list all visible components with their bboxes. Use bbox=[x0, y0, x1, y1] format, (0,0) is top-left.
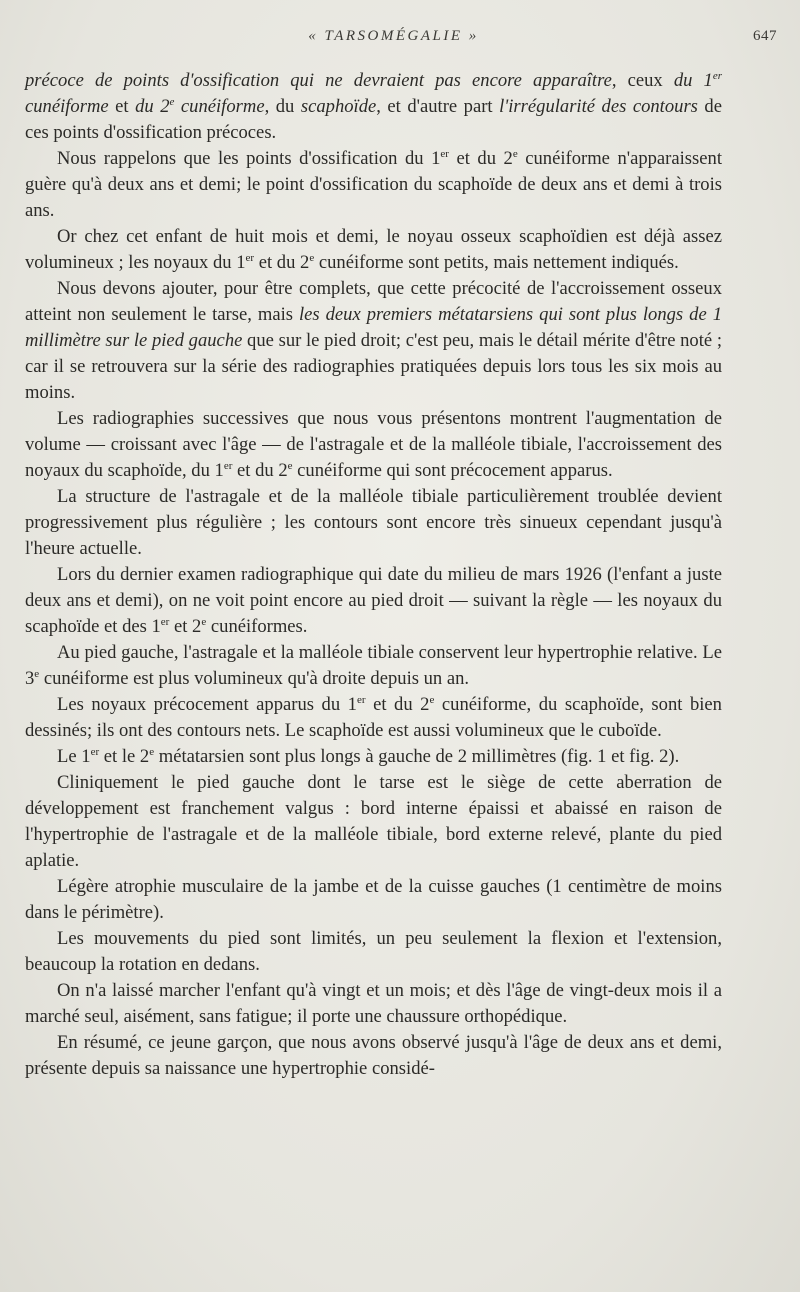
italic-text: cunéiforme bbox=[25, 96, 109, 117]
text-run: cunéiforme qui sont précocement apparus. bbox=[292, 460, 613, 481]
superscript: er bbox=[223, 460, 233, 472]
paragraph bbox=[25, 562, 722, 640]
text-run: et 2 bbox=[169, 616, 202, 637]
text-run: et le 2 bbox=[99, 746, 150, 767]
italic-text: précoce de points d'ossification qui ne devraient pas encore apparaître bbox=[25, 70, 612, 91]
text-run: cunéiforme est plus volumineux qu'à droite depuis un an. bbox=[39, 668, 470, 689]
text-run: de ces points d'ossification précoces. bbox=[25, 96, 722, 143]
paragraph bbox=[25, 978, 722, 1030]
text-run: cunéiforme, du scaphoïde, sont bien dessinés; ils ont des contours nets. Le scaphoïde est aussi volumineux que le cuboïde. bbox=[25, 694, 722, 741]
text-run: métatarsien sont plus longs à gauche de 2 millimètres (fig. 1 et fig. 2). bbox=[154, 746, 680, 767]
text-run: Les noyaux précocement apparus du 1 bbox=[57, 694, 357, 715]
page-number: 647 bbox=[753, 28, 777, 44]
superscript: e bbox=[169, 96, 175, 108]
text-run: et du 2 bbox=[232, 460, 288, 481]
paragraph bbox=[25, 224, 722, 276]
paragraph bbox=[25, 640, 722, 692]
running-header bbox=[25, 28, 777, 50]
paragraph bbox=[25, 68, 722, 146]
superscript: e bbox=[201, 616, 207, 628]
text-run: Lors du dernier examen radiographique qui date du milieu de mars 1926 (l'enfant a juste deux ans et demi), on ne voit point encore au pied droit — suivant la règle — les noyaux du scaphoïde et des 1 bbox=[25, 564, 722, 637]
text-run: , et d'autre part bbox=[376, 96, 500, 117]
text-run: , ceux bbox=[611, 70, 674, 91]
paragraph bbox=[25, 484, 722, 562]
superscript: e bbox=[34, 668, 40, 680]
text-run: et du 2 bbox=[365, 694, 430, 715]
text-run: Les radiographies successives que nous vous présentons montrent l'augmentation de volume — croissant avec l'âge — de l'astragale et de la malléole tibiale, l'accroissement des noyaux du scaphoïde, du 1 bbox=[25, 408, 722, 481]
italic-text: scaphoïde bbox=[300, 96, 377, 117]
paragraph bbox=[25, 146, 722, 224]
paragraph bbox=[25, 276, 722, 406]
superscript: e bbox=[149, 746, 155, 758]
text-run: et du 2 bbox=[448, 148, 513, 169]
text-run: Nous devons ajouter, pour être complets, que cette précocité de l'accroissement osseux atteint non seulement le tarse, mais bbox=[25, 278, 722, 325]
text-run: En résumé, ce jeune garçon, que nous avons observé jusqu'à l'âge de deux ans et demi, présente depuis sa naissance une hypertrophie considé- bbox=[25, 1032, 722, 1079]
text-run: cunéiforme sont petits, mais nettement indiqués. bbox=[314, 252, 679, 273]
text-run: Le 1 bbox=[57, 746, 91, 767]
text-run: On n'a laissé marcher l'enfant qu'à vingt et un mois; et dès l'âge de vingt-deux mois il a marché seul, aisément, sans fatigue; il porte une chaussure orthopédique. bbox=[25, 980, 722, 1027]
paragraph bbox=[25, 1030, 722, 1082]
text-run: Les mouvements du pied sont limités, un peu seulement la flexion et l'extension, beaucoup la rotation en dedans. bbox=[25, 928, 722, 975]
superscript: e bbox=[512, 148, 518, 160]
superscript: er bbox=[160, 616, 170, 628]
text-run: , du bbox=[264, 96, 301, 117]
text-run: Nous rappelons que les points d'ossification du 1 bbox=[57, 148, 441, 169]
superscript: e bbox=[429, 694, 435, 706]
text-run: et du 2 bbox=[254, 252, 310, 273]
text-run: Cliniquement le pied gauche dont le tarse est le siège de cette aberration de développement est franchement valgus : bord interne épaissi et abaissé en raison de l'hypertrophie de l'astragale et de la malléole tibiale, bord externe relevé, plante du pied aplatie. bbox=[25, 772, 722, 871]
paragraph bbox=[25, 692, 722, 744]
text-run: Légère atrophie musculaire de la jambe et de la cuisse gauches (1 centimètre de moins dans le périmètre). bbox=[25, 876, 722, 923]
italic-text: les deux premiers métatarsiens qui sont plus longs de 1 millimètre sur le pied gauche bbox=[25, 304, 722, 351]
italic-text: l'irrégularité des contours bbox=[499, 96, 698, 117]
superscript: er bbox=[356, 694, 366, 706]
superscript: er bbox=[712, 70, 722, 82]
text-run: et bbox=[108, 96, 136, 117]
superscript: er bbox=[90, 746, 100, 758]
running-title: « TARSOMÉGALIE » bbox=[308, 28, 479, 44]
italic-text: du 1 bbox=[673, 70, 713, 91]
paragraph bbox=[25, 406, 722, 484]
superscript: er bbox=[440, 148, 449, 160]
superscript: er bbox=[245, 252, 255, 264]
paragraph bbox=[25, 770, 722, 874]
italic-text: cunéiforme bbox=[174, 96, 265, 117]
text-run: que sur le pied droit; c'est peu, mais le détail mérite d'être noté ; car il se retrouvera sur la série des radiographies pratiquées depuis lors tous les six mois au moins. bbox=[25, 330, 722, 403]
text-run: Au pied gauche, l'astragale et la malléole tibiale conservent leur hypertrophie relative. Le 3 bbox=[25, 642, 722, 689]
text-run: Or chez cet enfant de huit mois et demi, le noyau osseux scaphoïdien est déjà assez volumineux ; les noyaux du 1 bbox=[25, 226, 722, 273]
paragraph bbox=[25, 926, 722, 978]
italic-text: du 2 bbox=[135, 96, 170, 117]
superscript: e bbox=[309, 252, 315, 264]
text-run: La structure de l'astragale et de la malléole tibiale particulièrement troublée devient progressivement plus régulière ; les contours sont encore très sinueux cependant jusqu'à l'heure actuelle. bbox=[25, 486, 722, 559]
paragraph bbox=[25, 874, 722, 926]
body-text bbox=[25, 68, 722, 1082]
text-run: cunéiforme n'apparaissent guère qu'à deux ans et demi; le point d'ossification du scaphoïde de deux ans et demi à trois ans. bbox=[25, 148, 722, 221]
superscript: e bbox=[287, 460, 293, 472]
text-run: cunéiformes. bbox=[206, 616, 308, 637]
paragraph bbox=[25, 744, 722, 770]
